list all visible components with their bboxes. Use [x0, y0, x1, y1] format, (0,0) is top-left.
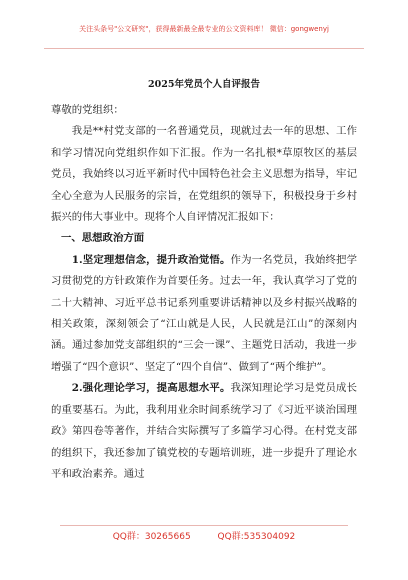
footer: [0, 529, 408, 542]
document-body: [51, 100, 357, 485]
item-1-lead: 1.坚定理想信念，提升政治觉悟。: [71, 253, 231, 266]
footer-divider: [60, 525, 348, 526]
item-1-text: 作为一名党员，我始终把学习贯彻党的方针政策作为首要任务。过去一年，我认真学习了党的二十大精神、习近平总书记系列重要讲话精神以及乡村振兴战略的相关政策，深刻领会了“江山就是人民，人民就是江山”的深刻内涵。通过参加党支部组织的“三会一课”、主题党日活动，我进一步增强了“四个意识”、坚定了“四个自信”、做到了“两个维护”。: [51, 253, 357, 373]
header-banner[interactable]: 关注头条号"公文研究"，获得最新最全最专业的公文资料库！ 微信：gongwenyj: [79, 25, 329, 33]
item-1-paragraph: [51, 250, 357, 378]
item-2-lead: 2.强化理论学习，提高思想水平。: [71, 382, 231, 395]
footer-qq-group-2[interactable]: QQ群:535304092: [217, 532, 296, 542]
item-2-paragraph: [51, 378, 357, 485]
salutation: 尊敬的党组织：: [51, 104, 124, 116]
footer-qq-group-1[interactable]: QQ群：30265665: [112, 532, 191, 542]
item-2-text: 我深知理论学习是党员成长的重要基石。为此，我利用业余时间系统学习了《习近平谈治国理政》第四卷等著作，并结合实际撰写了多篇学习心得。在村党支部的组织下，我还参加了镇党校的专题培训班，进一步提升了理论水平和政治素养。通过: [51, 382, 357, 480]
intro-paragraph: 我是**村党支部的一名普通党员，现就过去一年的思想、工作和学习情况向党组织作如下汇报。作为一名扎根*草原牧区的基层党员，我始终以习近平新时代中国特色社会主义思想为指导，牢记全心全意为人民服务的宗旨，在党组织的领导下，积极投身于乡村振兴的伟大事业中。现将个人自评情况汇报如下：: [51, 125, 357, 224]
document-title: 2025年党员个人自评报告: [148, 79, 260, 90]
header-divider: [44, 48, 364, 49]
section-heading: 一、思想政治方面: [61, 232, 145, 245]
